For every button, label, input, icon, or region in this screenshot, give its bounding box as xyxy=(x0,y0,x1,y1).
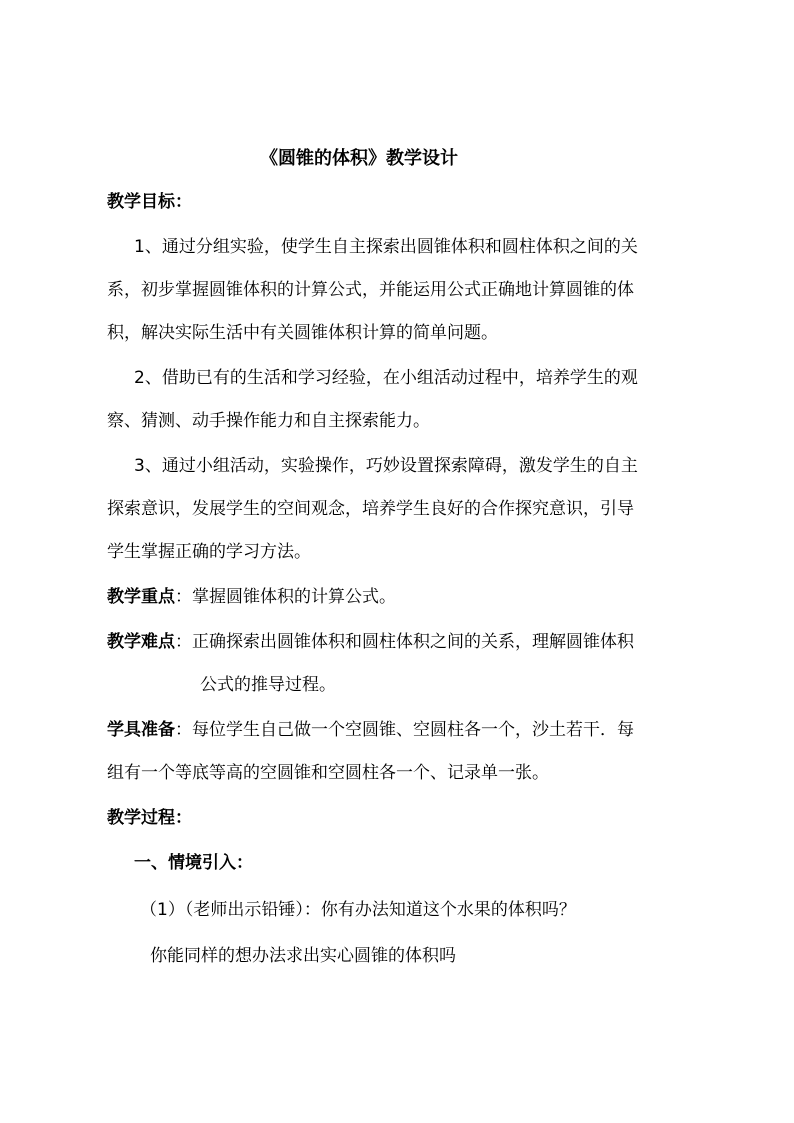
objective-1-line-1: 1、通过分组实验，使学生自主探索出圆锥体积和圆柱体积之间的关 xyxy=(134,237,638,257)
objective-1-line-2: 系，初步掌握圆锥体积的计算公式，并能运用公式正确地计算圆锥的体 xyxy=(107,280,634,300)
objective-1-line-3: 积，解决实际生活中有关圆锥体积计算的简单问题。 xyxy=(107,323,498,343)
materials xyxy=(107,719,697,741)
question-1: （1）（老师出示铅锤）：你有办法知道这个水果的体积吗？ xyxy=(140,900,576,920)
materials-label: 学具准备 xyxy=(107,720,175,740)
difficult-point-continuation: 公式的推导过程。 xyxy=(200,675,336,695)
materials-text: ：每位学生自己做一个空圆锥、空圆柱各一个，沙土若干．每 xyxy=(175,720,634,740)
objective-3-line-2: 探索意识，发展学生的空间观念，培养学生良好的合作探究意识，引导 xyxy=(107,499,634,519)
objective-2-line-1: 2、借助已有的生活和学习经验，在小组活动过程中，培养学生的观 xyxy=(134,368,638,388)
difficult-point xyxy=(107,631,697,653)
difficult-point-label: 教学难点 xyxy=(107,632,175,652)
objective-2-line-2: 察、猜测、动手操作能力和自主探索能力。 xyxy=(107,411,430,431)
document-title: 《圆锥的体积》教学设计 xyxy=(260,148,458,169)
question-1-followup: 你能同样的想办法求出实心圆锥的体积吗 xyxy=(150,946,456,966)
process-heading: 教学过程： xyxy=(107,808,192,828)
key-point-text: ：掌握圆锥体积的计算公式。 xyxy=(175,587,396,607)
section-1-heading: 一、情境引入： xyxy=(134,853,253,873)
objective-3-line-3: 学生掌握正确的学习方法。 xyxy=(107,542,311,562)
difficult-point-text: ：正确探索出圆锥体积和圆柱体积之间的关系，理解圆锥体积 xyxy=(175,632,634,652)
objectives-heading: 教学目标： xyxy=(107,192,192,212)
objective-3-line-1: 3、通过小组活动，实验操作，巧妙设置探索障碍，激发学生的自主 xyxy=(134,456,638,476)
key-point xyxy=(107,586,697,608)
key-point-label: 教学重点 xyxy=(107,587,175,607)
materials-continuation: 组有一个等底等高的空圆锥和空圆柱各一个、记录单一张。 xyxy=(107,763,549,783)
